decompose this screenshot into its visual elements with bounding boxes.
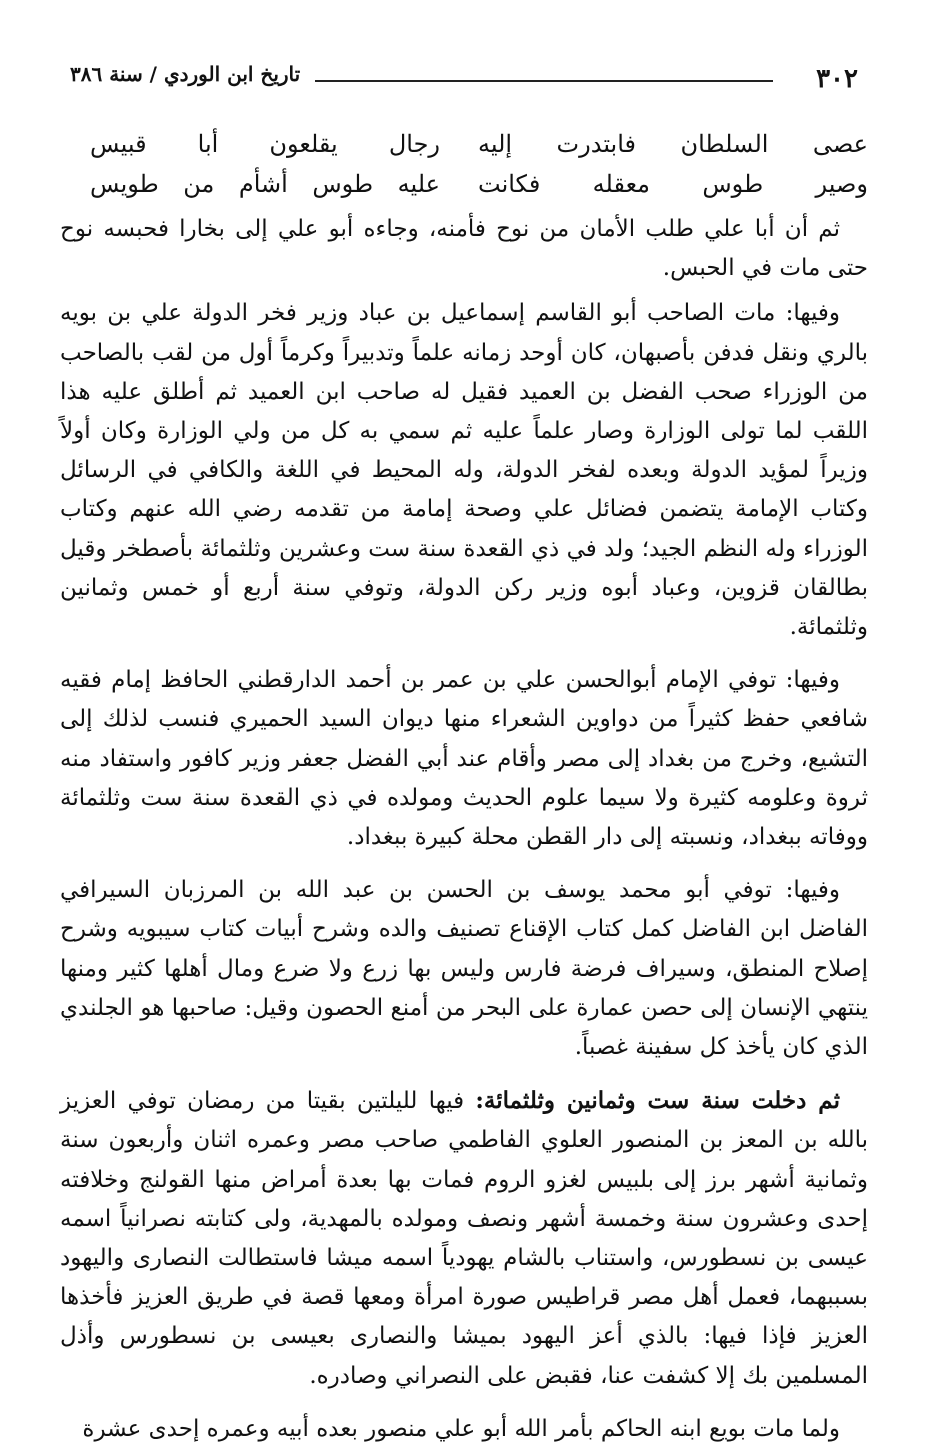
paragraph-abu-ali: ثم أن أبا علي طلب الأمان من نوح فأمنه، وجاءه أبو علي إلى بخارا فحبسه نوح حتى مات في الحبس.: [60, 216, 868, 282]
verse-first-hemistich: عصى السلطان فابتدرت إليه: [478, 130, 868, 158]
year-386-text: فيها لليلتين بقيتا من رمضان توفي العزيز بالله بن المعز بن المنصور العلوي الفاطمي صاحب مصر وعمره اثنان وأربعون سنة وثمانية أشهر برز إلى بلبيس لغزو الروم فمات بها بعدة أمراض منها القولنج وخلافته إحدى وعشرون سنة وخمسة أشهر ونصف ومولده بالمهدية، ولى كتابته نصرانياً اسمه عيسى بن نسطورس، واستناب بالشام يهودياً اسمه ميشا فاستطالت النصارى واليهود بسببهما، فعمل أهل مصر قراطيس صورة امرأة ومعها قصة في طريق العزيز فأخذها العزيز فإذا فيها: بالذي أعز اليهود بميشا والنصارى بعيسى بن نسطورس وأذل المسلمين بك إلا كشفت عنا، فقبض على النصراني وصادره.: [60, 1088, 868, 1389]
paragraph-al-hakim: ولما مات بويع ابنه الحاكم بأمر الله أبو علي منصور بعده أبيه وعمره إحدى عشرة: [82, 1415, 840, 1442]
verse-second-hemistich: عليه طوس أشأم من طويس: [90, 170, 440, 198]
paragraph-sirafi: وفيها: توفي أبو محمد يوسف بن الحسن بن عبد الله بن المرزبان السيرافي الفاضل ابن الفاضل كمل كتاب الإقناع تصنيف والده وشرح أبيات كتاب سيبويه وشرح إصلاح المنطق، وسيراف فرضة فارس وليس بها زرع ولا ضرع ومال أهلها كثير ومنها ينتهي الإنسان إلى حصن عمارة على البحر من أمنع الحصون وقيل: صاحبها هو الجلندي الذي كان يأخذ كل سفينة غصباً.: [60, 877, 868, 1061]
year-heading: ثم دخلت سنة ست وثمانين وثلثمائة:: [475, 1087, 840, 1115]
paragraph-sahib-ibn-abbad: وفيها: مات الصاحب أبو القاسم إسماعيل بن عباد وزير فخر الدولة علي بن بويه بالري ونقل فدفن بأصبهان، كان أوحد زمانه علماً وتدبيراً وكرماً أول من لقب بالصاحب من الوزراء صحب الفضل بن العميد فقيل له صاحب ابن العميد ثم أطلق عليه هذا اللقب لما تولى الوزارة وصار علماً عليه ثم سمي به كل من ولي الوزارة وكان أولاً وزيراً لمؤيد الدولة وبعده لفخر الدولة، وله المحيط في اللغة والكافي في الرسائل وكتاب الإمامة يتضمن فضائل علي وصحة إمامة من تقدمه رضي الله عنهم وكتاب الوزراء وله النظم الجيد؛ ولد في ذي القعدة سنة ست وعشرين وثلثمائة بأصطخر وقيل بطالقان قزوين، وعباد أبوه وزير ركن الدولة، وتوفي سنة أربع أو خمس وثمانين وثلثمائة.: [60, 300, 868, 641]
poem-verse: [60, 130, 868, 170]
paragraph-daraqutni: وفيها: توفي الإمام أبوالحسن علي بن عمر بن أحمد الدارقطني الحافظ إمام فقيه شافعي حفظ كثيراً من دواوين الشعراء منها ديوان السيد الحميري فنسب لذلك إلى التشيع، وخرج من بغداد إلى مصر وأقام عند أبي الفضل جعفر وزير كافور واستفاد منه ثروة وعلومه كثيرة ولا سيما علوم الحديث ومولده في ذي القعدة سنة ست وثلثمائة ووفاته ببغداد، ونسبته إلى دار القطن محلة كبيرة ببغداد.: [60, 667, 868, 851]
verse-first-hemistich: وصير طوس معقله فكانت: [478, 170, 868, 198]
paragraph-year-386: [60, 1081, 868, 1396]
running-header: [60, 52, 868, 96]
poem: [60, 130, 868, 210]
page-number: ٣٠٢: [816, 64, 858, 94]
running-title: تاريخ ابن الوردي / سنة ٣٨٦: [70, 62, 301, 86]
verse-second-hemistich: رجال يقلعون أبا قبيس: [90, 130, 440, 158]
poem-verse: [60, 170, 868, 210]
book-page: [60, 52, 868, 1442]
header-rule: [315, 80, 773, 82]
